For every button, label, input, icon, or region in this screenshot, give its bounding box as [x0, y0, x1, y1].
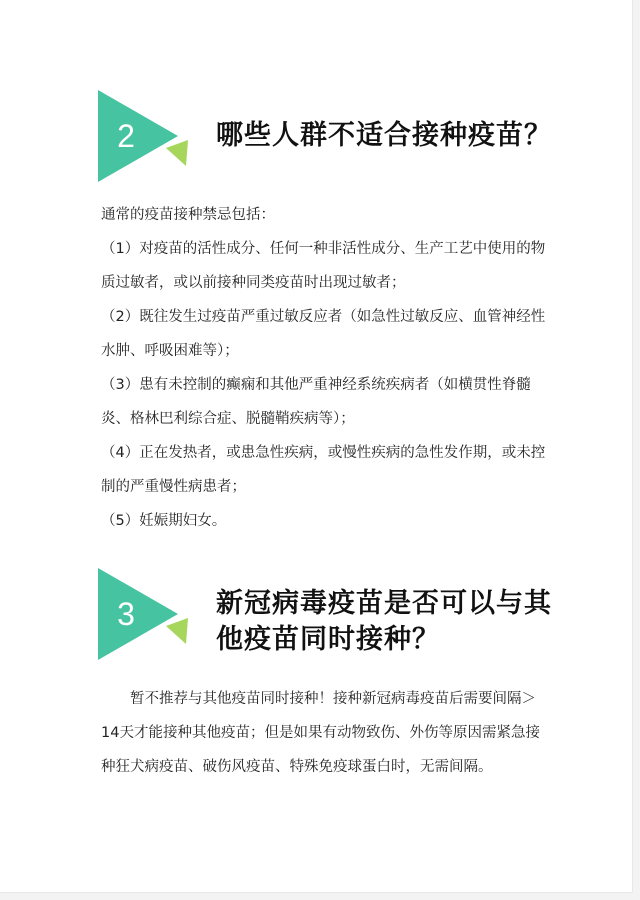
section-2-number: 2 — [117, 118, 135, 154]
list-item: （2）既往发生过疫苗严重过敏反应者（如急性过敏反应、血管神经性水肿、呼吸困难等）； — [101, 309, 546, 359]
section-3-title — [216, 586, 556, 658]
page-shadow-bottom — [0, 893, 640, 900]
section-2-badge — [98, 90, 190, 182]
section-3-badge — [98, 568, 190, 660]
list-item: （3）患有未控制的癫痫和其他严重神经系统疾病者（如横贯性脊髓炎、格林巴利综合症、脱髓鞘疾病等）； — [101, 377, 531, 427]
section-3-title-line-2: 他疫苗同时接种？ — [216, 624, 440, 655]
contraindications-intro: 通常的疫苗接种禁忌包括： — [101, 207, 275, 223]
section-2-title: 哪些人群不适合接种疫苗？ — [216, 120, 552, 151]
coadministration-paragraph: 暂不推荐与其他疫苗同时接种！接种新冠病毒疫苗后需要间隔＞14天才能接种其他疫苗；但是如果有动物致伤、外伤等原因需紧急接种狂犬病疫苗、破伤风疫苗、特殊免疫球蛋白时，无需间隔。 — [101, 691, 540, 775]
section-3-title-line-1: 新冠病毒疫苗是否可以与其 — [216, 588, 552, 619]
page-shadow-right — [633, 0, 640, 900]
list-item: （4）正在发热者，或患急性疾病，或慢性疾病的急性发作期，或未控制的严重慢性病患者； — [101, 445, 546, 495]
list-item: （1）对疫苗的活性成分、任何一种非活性成分、生产工艺中使用的物质过敏者，或以前接种同类疫苗时出现过敏者； — [101, 241, 546, 291]
section-3-number: 3 — [117, 596, 135, 632]
contraindications-list — [101, 232, 551, 538]
list-item: （5）妊娠期妇女。 — [101, 513, 227, 529]
